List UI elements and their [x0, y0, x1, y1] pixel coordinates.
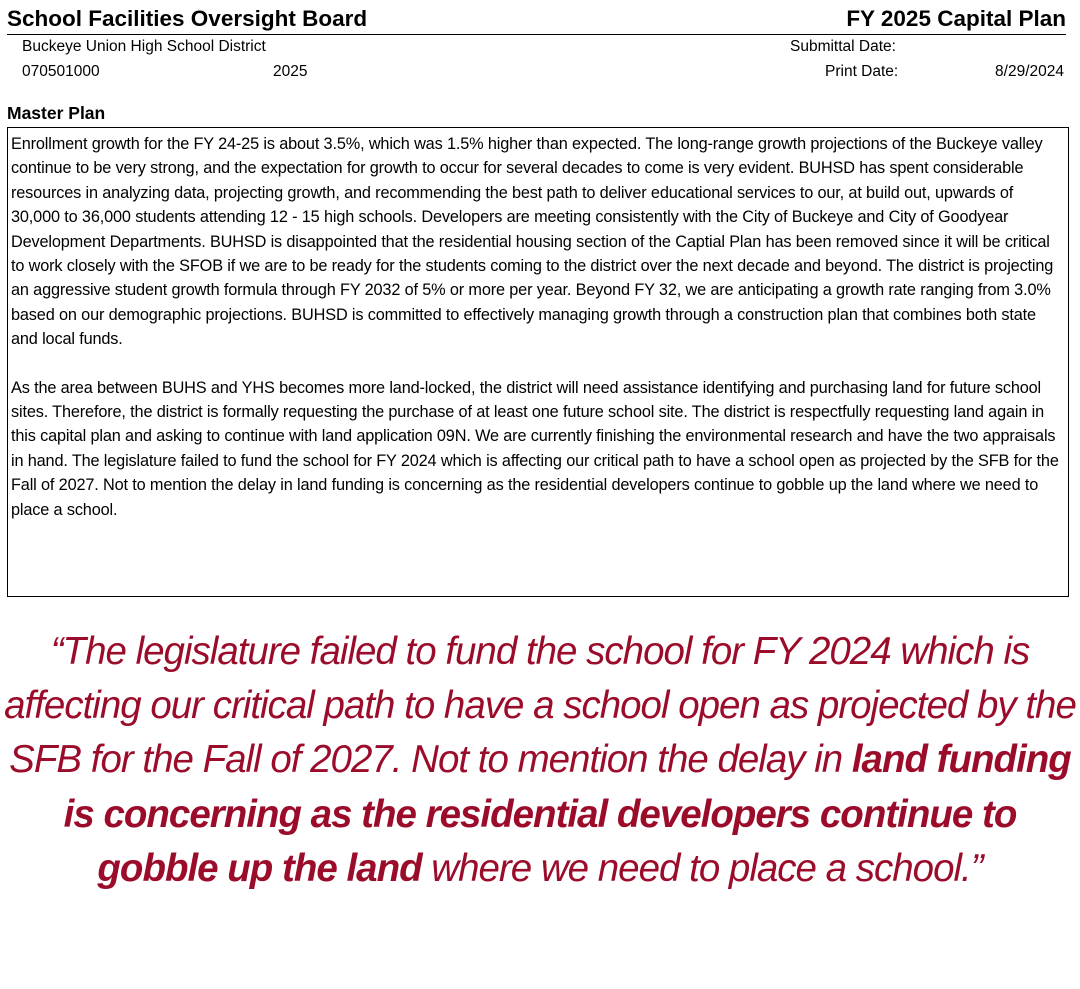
pull-quote-text: where we need to place a school.”: [421, 846, 983, 890]
pull-quote-emphasis: land funding is concerning as the residential developers continue to gobble up the land: [63, 738, 1071, 890]
pull-quote: [0, 625, 1080, 896]
district-name: Buckeye Union High School District: [22, 38, 266, 55]
print-date-value: 8/29/2024: [995, 63, 1064, 80]
print-date-label: Print Date:: [825, 63, 899, 80]
section-title: Master Plan: [7, 103, 106, 123]
district-code: 070501000: [22, 63, 100, 80]
master-plan-paragraph: Enrollment growth for the FY 24-25 is about 3.5%, which was 1.5% higher than expected. The long-range growth projections of the Buckeye valley continue to be very strong, and the expectation for growth to occur for several decades to come is very evident. BUHSD has spent considerable resources in analyzing data, projecting growth, and recommending the best path to deliver educational services to our, at build out, upwards of 30,000 to 36,000 students attending 12 - 15 high schools. Developers are meeting consistently with the City of Buckeye and City of Goodyear Development Departments. BUHSD is disappointed that the residential housing section of the Captial Plan has been removed since it will be critical to work closely with the SFOB if we are to be ready for the students coming to the district over the next decade and beyond. The district is projecting an aggressive student growth formula through FY 2032 of 5% or more per year. Beyond FY 32, we are anticipating a growth rate ranging from 3.0% based on our demographic projections. BUHSD is committed to effectively managing growth through a construction plan that combines both state and local funds.: [11, 135, 1054, 349]
plan-year: 2025: [273, 63, 308, 80]
plan-title: FY 2025 Capital Plan: [846, 6, 1066, 31]
submittal-date-label: Submittal Date:: [790, 38, 896, 55]
board-title: School Facilities Oversight Board: [7, 6, 368, 31]
master-plan-box: [7, 127, 1069, 597]
pull-quote-text: “The legislature failed to fund the school for FY 2024 which is affecting our critical path to have a school open as projected by the SFB for the Fall of 2027. Not to mention the delay in: [4, 630, 1076, 782]
master-plan-paragraph: As the area between BUHS and YHS becomes more land-locked, the district will need assistance identifying and purchasing land for future school sites. Therefore, the district is formally requesting the purchase of at least one future school site. The district is respectfully requesting land again in this capital plan and asking to continue with land application 09N. We are currently finishing the environmental research and have the two appraisals in hand. The legislature failed to fund the school for FY 2024 which is affecting our critical path to have a school open as projected by the SFB for the Fall of 2027. Not to mention the delay in land funding is concerning as the residential developers continue to gobble up the land where we need to place a school.: [11, 378, 1059, 519]
header-rule: [7, 34, 1066, 35]
